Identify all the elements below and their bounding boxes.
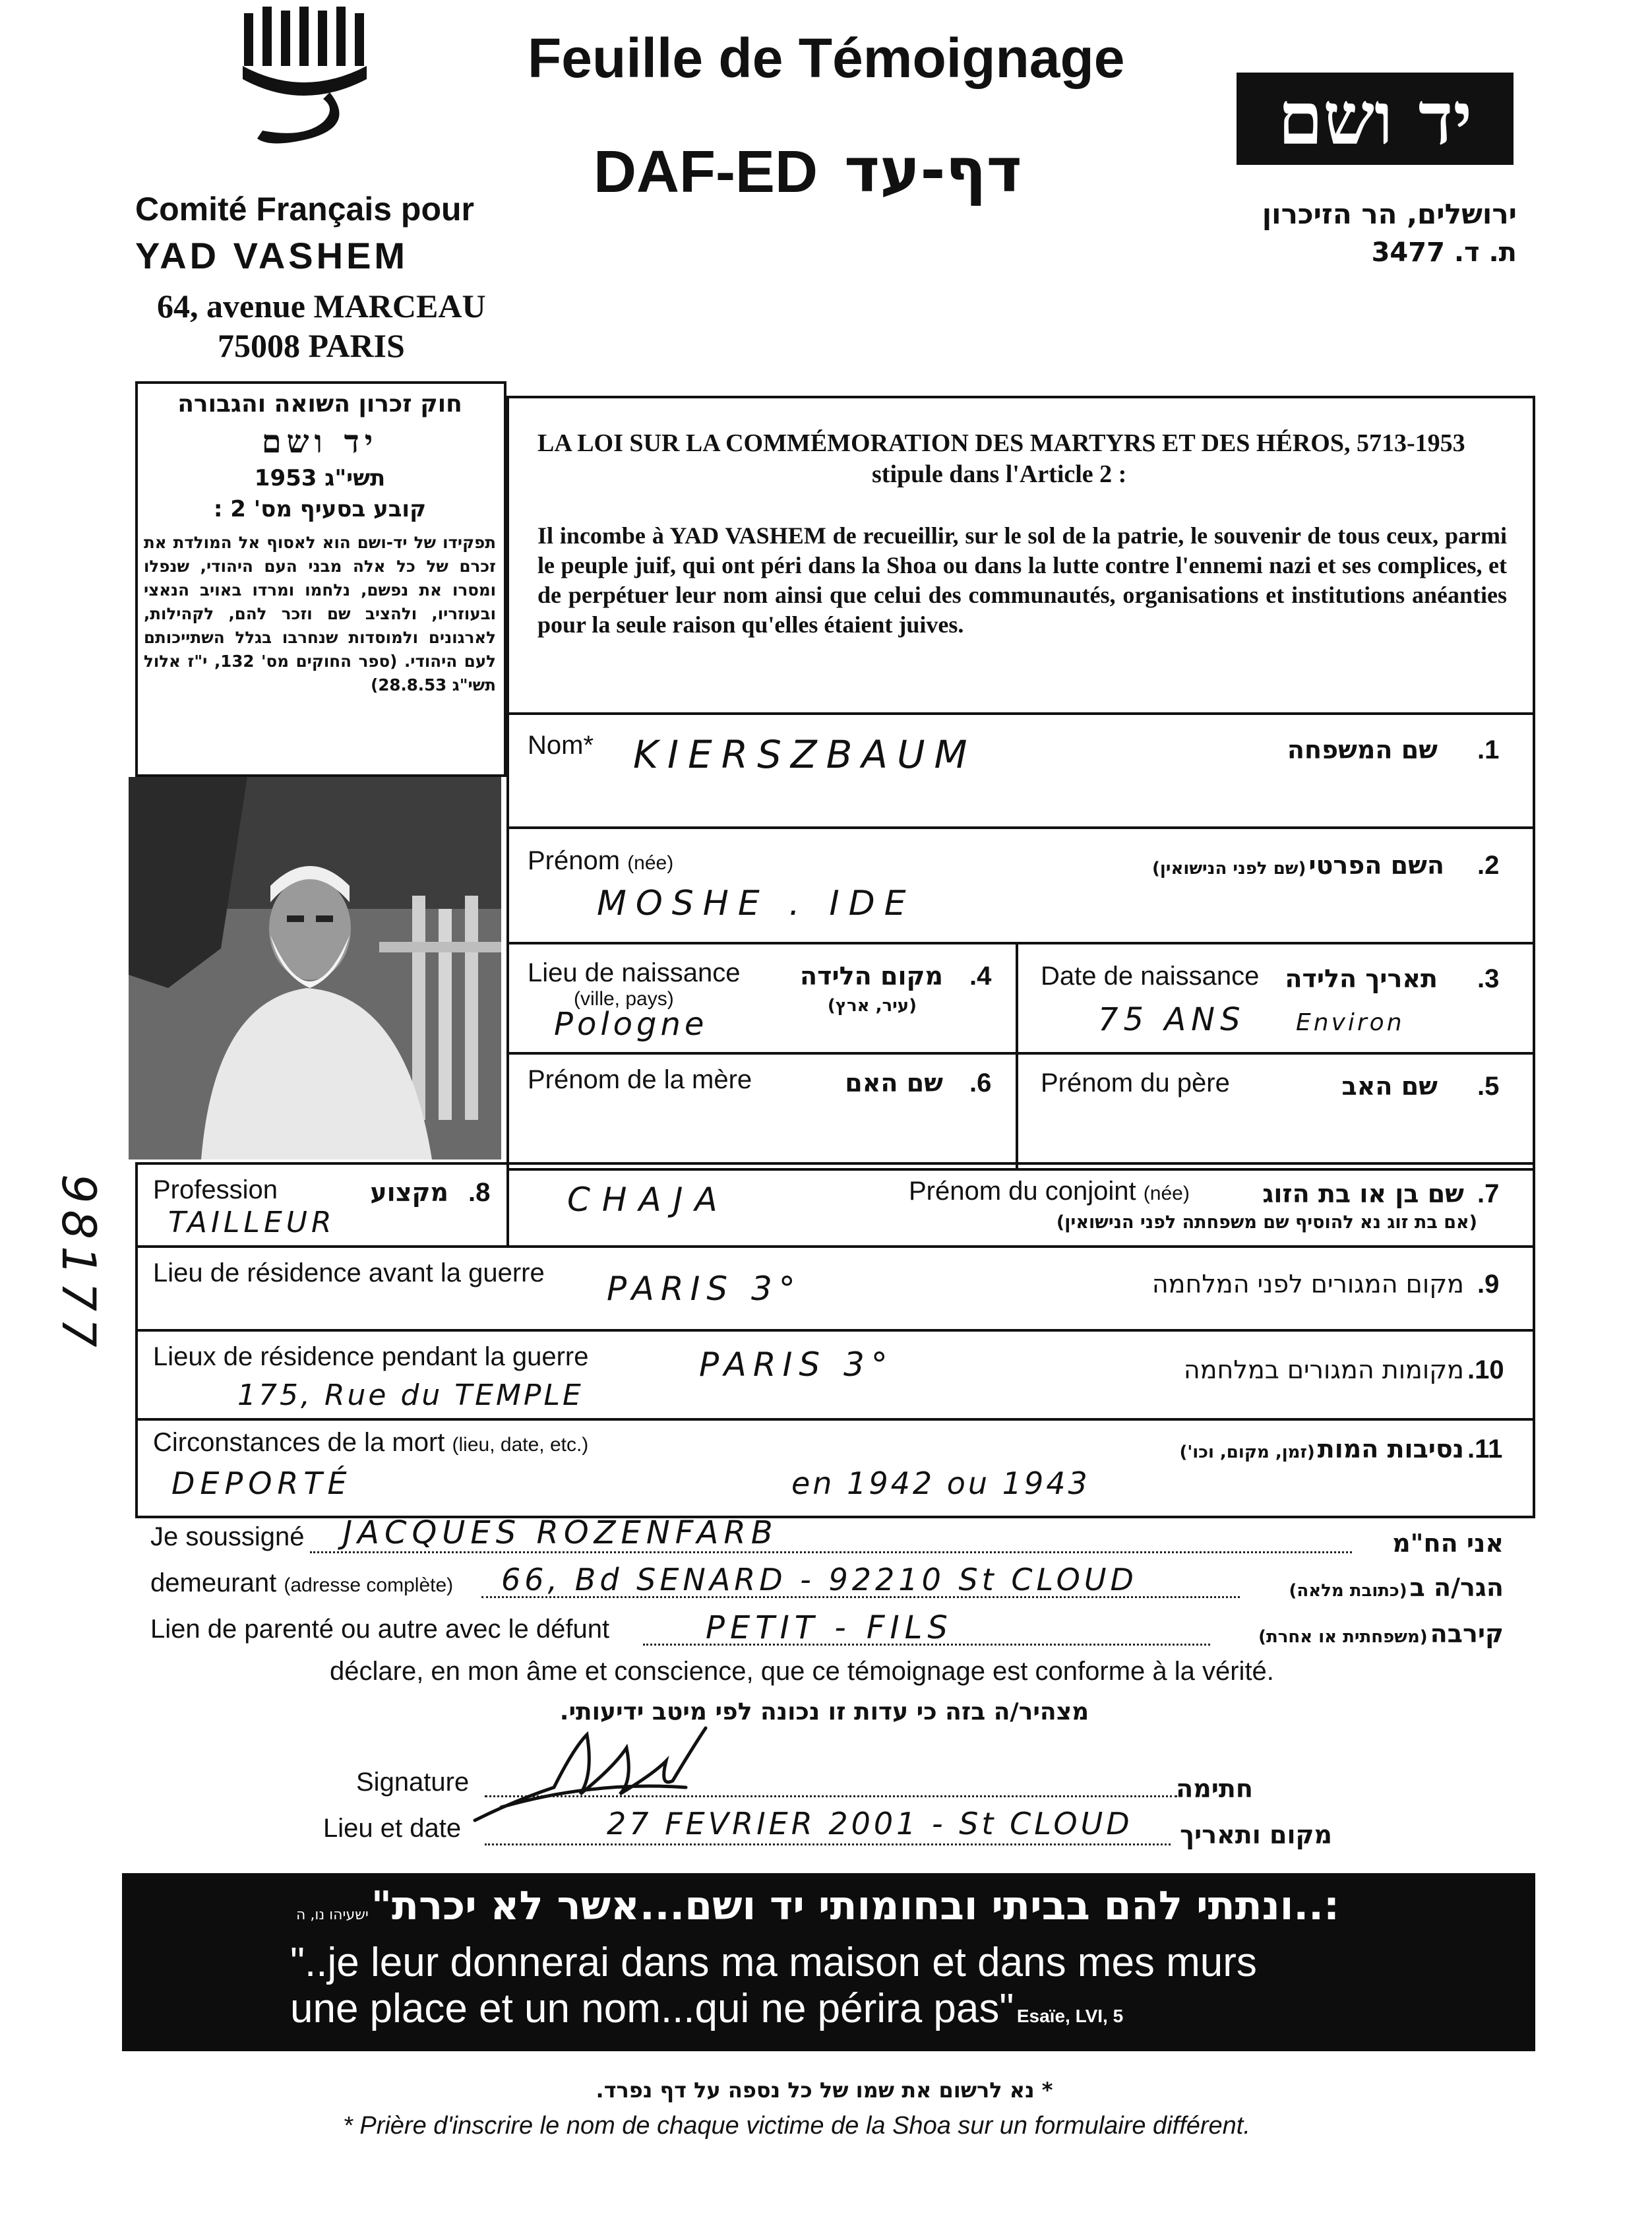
- yad-vashem-logo: [1237, 73, 1514, 165]
- field7-value[interactable]: CHAJA: [567, 1181, 729, 1219]
- parente-label: Lien de parenté ou autre avec le défunt: [150, 1615, 610, 1644]
- demeurant-value[interactable]: 66, Bd SENARD - 92210 St CLOUD: [501, 1562, 1138, 1597]
- law-hebrew-title: חוק זכרון השואה והגבורה: [177, 390, 462, 417]
- field1-label: [528, 731, 594, 760]
- field8-value[interactable]: TAILLEUR: [168, 1206, 336, 1239]
- field2-heb-wrap: [1088, 851, 1444, 880]
- field7-num: .7: [1477, 1179, 1500, 1208]
- footer-french: * Prière d'inscrire le nom de chaque victime de la Shoa sur un formulaire différent.: [343, 2112, 1250, 2140]
- field6-heb: שם האם: [845, 1068, 943, 1098]
- address-line2: 75008 PARIS: [218, 327, 405, 364]
- field1-star: *: [583, 731, 594, 760]
- field11-heb-wrap: [1016, 1435, 1464, 1464]
- field4-label: Lieu de naissance: [528, 958, 741, 987]
- lieu-date-line: [485, 1843, 1171, 1845]
- victim-photo: [129, 777, 501, 1159]
- parente-heb-small: (משפחתית או אחרת): [1258, 1627, 1428, 1647]
- law-french-title1: LA LOI SUR LA COMMÉMORATION DES MARTYRS ET DES HÉROS, 5713-1953: [537, 429, 1465, 457]
- divider-row2: [506, 826, 1535, 829]
- field5-heb: שם האב: [1341, 1072, 1438, 1101]
- divider-profession: [506, 1162, 509, 1247]
- soussigne-value[interactable]: JACQUES ROZENFARB: [343, 1514, 778, 1551]
- soussigne-line: [310, 1551, 1352, 1553]
- committee-line1: Comité Français pour: [135, 191, 474, 228]
- field11-heb-small: (זמן, מקום, וכו'): [1179, 1442, 1315, 1462]
- banner-hebrew: :..ונתתי להם בביתי ובחומותי יד ושם...אשר לא יכרת": [371, 1883, 1339, 1929]
- field3-value[interactable]: 75 ANS: [1098, 1001, 1246, 1038]
- field6-label: Prénom de la mère: [528, 1065, 752, 1094]
- field10-label: Lieux de résidence pendant la guerre: [153, 1342, 589, 1371]
- demeurant-label-text: demeurant: [150, 1568, 277, 1597]
- field11-num: .11: [1467, 1435, 1503, 1464]
- field7-label: [909, 1177, 1190, 1206]
- demeurant-label-small: (adresse complète): [284, 1574, 454, 1596]
- field11-label-text: Circonstances de la mort: [153, 1428, 445, 1457]
- lieu-date-label: Lieu et date: [323, 1814, 462, 1843]
- banner-hebrew-wrap: [277, 1883, 1359, 1929]
- divider-row6: [135, 1329, 1535, 1332]
- margin-number: 98177: [51, 1174, 106, 1354]
- field9-num: .9: [1477, 1270, 1500, 1299]
- banner-french-ref: Esaïe, LVI, 5: [1016, 2006, 1124, 2026]
- signature-label: Signature: [356, 1768, 470, 1797]
- field11-value2[interactable]: en 1942 ou 1943: [791, 1466, 1090, 1501]
- daf-ed-hebrew: דף-עד: [844, 135, 1022, 206]
- jerusalem-line: ירושלים, הר הזיכרון: [1262, 198, 1517, 230]
- signature-heb: חתימה: [1176, 1774, 1253, 1803]
- field10-value2[interactable]: 175, Rue du TEMPLE: [237, 1378, 584, 1412]
- demeurant-heb: הגר/ה ב: [1409, 1573, 1504, 1602]
- field11-label-small: (lieu, date, etc.): [452, 1434, 589, 1456]
- lieu-date-value[interactable]: 27 FEVRIER 2001 - St CLOUD: [607, 1806, 1133, 1841]
- field4-heb-small: (עיר, ארץ): [827, 996, 917, 1016]
- banner-french-line2-wrap: [290, 1985, 1123, 2032]
- field4-num: .4: [969, 962, 992, 991]
- parente-heb: קירבה: [1430, 1619, 1504, 1648]
- field2-value[interactable]: MOSHE . IDE: [597, 884, 915, 923]
- law-hebrew-year: תשי"ג 1953: [254, 465, 386, 491]
- field9-label: Lieu de résidence avant la guerre: [153, 1258, 545, 1287]
- footer-hebrew: * נא לרשום את שמו של כל נספה על דף נפרד.: [596, 2078, 1053, 2103]
- daf-ed-latin: DAF-ED: [594, 139, 818, 205]
- demeurant-label: [150, 1568, 453, 1598]
- field4-value[interactable]: Pologne: [554, 1006, 708, 1043]
- declare-fr: déclare, en mon âme et conscience, que ce témoignage est conforme à la vérité.: [330, 1657, 1274, 1686]
- law-hebrew-body: תפקידו של יד-ושם הוא לאסוף אל המולדת את זכרם של כל אלה מבני העם היהודי, שנפלו ומסרו את נפשם, נלחמו ומרדו באויב הנאצי ובעוזריו, ולהציב שם וזכר להם, לקהילות, לארגונים ולמוסדות שנחרבו בגלל השתייכותם לעם היהודי. (ספר החוקים מס' 132, י"ז אלול תשי"ג 28.8.53): [144, 533, 496, 695]
- field4-heb: מקום הלידה: [800, 962, 943, 991]
- field11-value[interactable]: DEPORTÉ: [171, 1466, 352, 1501]
- banner-hebrew-ref: ישעיהו נו, ה: [296, 1907, 369, 1923]
- field1-heb: שם המשפחה: [1287, 735, 1438, 764]
- field10-value[interactable]: PARIS 3°: [699, 1345, 894, 1384]
- law-french-title2: stipule dans l'Article 2 :: [872, 460, 1127, 488]
- field6-num: .6: [969, 1068, 992, 1098]
- field11-heb: נסיבות המות: [1317, 1435, 1464, 1464]
- field1-label-text: Nom: [528, 731, 584, 760]
- yad-vashem-logo-text: יד ושם: [1277, 76, 1473, 161]
- field7-heb: שם בן או בת הזוג: [1262, 1179, 1464, 1208]
- field9-value[interactable]: PARIS 3°: [607, 1270, 802, 1308]
- field8-num: .8: [468, 1178, 491, 1207]
- field3-value2[interactable]: Environ: [1296, 1009, 1405, 1036]
- field8-heb: מקצוע: [370, 1178, 448, 1207]
- divider-col: [1016, 942, 1018, 1171]
- field5-label: Prénom du père: [1041, 1068, 1230, 1098]
- demeurant-heb-small: (כתובת מלאה): [1289, 1581, 1407, 1601]
- field7-label-text: Prénom du conjoint: [909, 1177, 1136, 1206]
- field2-label: [528, 846, 673, 876]
- field2-heb-small: (שם לפני הנישואין): [1152, 859, 1306, 879]
- divider-row3: [506, 942, 1535, 944]
- field8-label: Profession: [153, 1175, 278, 1204]
- law-french-body: Il incombe à YAD VASHEM de recueillir, sur le sol de la patrie, le souvenir de tous ceux, parmi le peuple juif, qui ont péri dans la Shoa ou dans la lutte contre l'ennemi nazi et ses complices, et de perpétuer leur nom ainsi que celui des communautés, organisations et institutions anéanties pour la seule raison qu'elles étaient juives.: [537, 522, 1507, 638]
- field3-heb: תאריך הלידה: [1285, 964, 1438, 993]
- banner-french-line1: "..je leur donnerai dans ma maison et dans mes murs: [290, 1940, 1257, 1985]
- field7-label-small: (née): [1143, 1183, 1190, 1204]
- field3-label: Date de naissance: [1041, 962, 1260, 991]
- address-line1: 64, avenue MARCEAU: [157, 288, 486, 325]
- banner-french-line2: une place et un nom...qui ne périra pas": [290, 1986, 1014, 2031]
- parente-value[interactable]: PETIT - FILS: [706, 1609, 953, 1646]
- field2-label-text: Prénom: [528, 846, 621, 875]
- parente-heb-wrap: [1207, 1619, 1504, 1648]
- lieu-date-heb: מקום ותאריך: [1180, 1820, 1332, 1849]
- divider-row1: [506, 712, 1535, 715]
- divider-row5: [135, 1245, 1535, 1248]
- declare-heb: מצהיר/ה בזה כי עדות זו נכונה לפי מיטב ידיעותי.: [559, 1698, 1089, 1725]
- field2-label-small: (née): [627, 852, 674, 874]
- field1-num: .1: [1477, 735, 1500, 764]
- divider-row7: [135, 1418, 1535, 1421]
- field2-heb: השם הפרטי: [1308, 851, 1444, 880]
- field5-num: .5: [1477, 1072, 1500, 1101]
- field3-num: .3: [1477, 964, 1500, 993]
- po-box: ת. ד. 3477: [1371, 237, 1517, 268]
- soussigne-label: Je soussigné: [150, 1522, 305, 1551]
- field9-heb: מקום המגורים לפני המלחמה: [1151, 1270, 1464, 1299]
- field7-heb-small: (אם בת זוג נא להוסיף שם משפחתה לפני הנישואין): [1056, 1212, 1477, 1233]
- demeurant-heb-wrap: [1240, 1573, 1504, 1602]
- field2-num: .2: [1477, 851, 1500, 880]
- field1-value[interactable]: KIERSZBAUM: [633, 732, 977, 777]
- menorah-logo: [231, 7, 382, 158]
- law-hebrew-name: יד ושם: [261, 423, 379, 460]
- field11-label: [153, 1428, 588, 1458]
- field4-label-small: (ville, pays): [574, 988, 674, 1010]
- page-title: Feuille de Témoignage: [528, 27, 1125, 89]
- field10-num: .10: [1467, 1355, 1504, 1384]
- field10-heb: מקומות המגורים במלחמה: [1183, 1355, 1464, 1384]
- divider-row4: [506, 1052, 1535, 1055]
- committee-line2: YAD VASHEM: [135, 235, 409, 276]
- law-hebrew-clause: קובע בסעיף מס' 2 :: [213, 496, 427, 522]
- soussigne-heb: אני הח"מ: [1392, 1529, 1504, 1558]
